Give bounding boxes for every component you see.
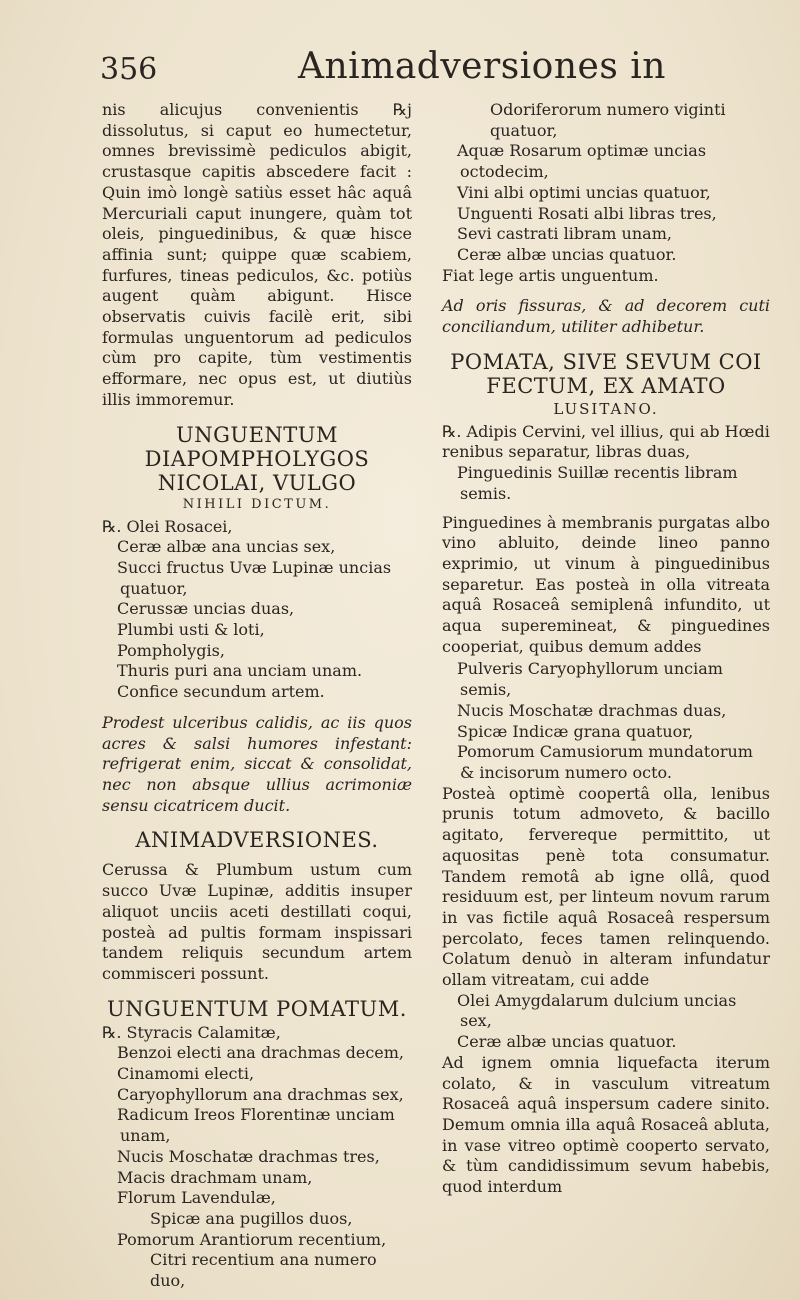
- recipe-line: ℞. Olei Rosacei,: [102, 516, 233, 536]
- recipe-line: Ceræ albæ uncias quatuor.: [457, 244, 677, 264]
- recipe-line: Pomorum Camusiorum mundatorum & incisorum numero octo.: [457, 742, 753, 782]
- recipe-line: Confice secundum artem.: [117, 682, 325, 702]
- section-heading: ANIMADVERSIONES.: [135, 828, 379, 853]
- running-head: Animadversiones in: [298, 46, 666, 87]
- recipe-line: Fiat lege artis unguentum.: [442, 265, 659, 285]
- recipe-line: Succi fructus Uvæ Lupinæ uncias quatuor,: [117, 557, 392, 598]
- recipe-line: Odoriferorum numero viginti quatuor,: [490, 100, 726, 140]
- recipe-line: Florum Lavendulæ,: [117, 1188, 276, 1208]
- recipe-line: Vini albi optimi uncias quatuor,: [457, 182, 711, 202]
- section-heading: POMATA, SIVE SEVUM COI FECTUM, EX AMATO: [450, 349, 762, 398]
- recipe-line: ℞. Styracis Calamitæ,: [102, 1022, 281, 1042]
- page-header: [0, 44, 800, 94]
- recipe-line: Pinguedinis Suillæ recentis libram semis.: [457, 463, 738, 503]
- recipe-line: Olei Amygdalarum dulcium uncias sex,: [457, 990, 737, 1031]
- recipe-line: Thuris puri ana unciam unam.: [117, 661, 363, 681]
- recipe-list: [102, 1023, 412, 1292]
- recipe-list: [442, 659, 770, 783]
- recipe-line: Ceræ albæ uncias quatuor.: [457, 1032, 677, 1052]
- recipe-list: [442, 100, 770, 286]
- paragraph: Cerussa & Plumbum ustum cum succo Uvæ Lupinæ, additis insuper aliquot unciis aceti destillati coqui, posteà ad pultis formam inspissari tandem reliquis secundum artem commisceri possunt.: [102, 860, 412, 983]
- recipe-line: Caryophyllorum ana drachmas sex,: [117, 1084, 404, 1104]
- section-subheading: LUSITANO.: [553, 399, 659, 418]
- recipe-line: Spicæ Indicæ grana quatuor,: [457, 721, 694, 741]
- recipe-line: Plumbi usti & loti,: [117, 620, 265, 640]
- paragraph: Posteà optimè coopertâ olla, lenibus prunis totum admoveto, & bacillo agitato, fervereque permittito, ut aquositas penè tota consumatur. Tandem remotâ ab igne ollâ, quod residuum est, per linteum novum rarum in vas fictile aquâ Rosaceâ respersum percolato, feces tamen relinquendo. Colatum denuò in alteram infundatur ollam vitreatam, cui adde: [442, 783, 770, 990]
- recipe-line: Unguenti Rosati albi libras tres,: [457, 203, 717, 223]
- recipe-line: Macis drachmam unam,: [117, 1167, 313, 1187]
- recipe-line: Radicum Ireos Florentinæ unciam unam,: [117, 1105, 395, 1146]
- recipe-line: Nucis Moschatæ drachmas duas,: [457, 700, 727, 720]
- recipe-list: [102, 517, 412, 703]
- recipe-line: Sevi castrati libram unam,: [457, 224, 672, 244]
- right-column: [442, 100, 770, 1198]
- recipe-line: Ceræ albæ ana uncias sex,: [117, 537, 336, 557]
- recipe-line: Cinamomi electi,: [117, 1064, 255, 1084]
- recipe-line: Citri recentium ana numero duo,: [150, 1250, 377, 1291]
- left-column: [102, 100, 412, 1292]
- italic-paragraph: Ad oris fissuras, & ad decorem cuti conciliandum, utiliter adhibetur.: [442, 296, 770, 337]
- recipe-line: Nucis Moschatæ drachmas tres,: [117, 1146, 380, 1166]
- section-heading: UNGUENTUM DIAPOMPHOLYGOS NICOLAI, VULGO: [144, 422, 370, 495]
- paragraph: nis alicujus convenientis ℞j dissolutus, si caput eo humectetur, omnes brevissimè pediculos abigit, crustasque capitis abscedere facit : Quin imò longè satiùs esset hâc aquâ Mercuriali caput inungere, quàm tot oleis, pinguedinibus, & quæ hisce affinia sunt; quippe quæ scabiem, furfures, tineas pediculos, &c. potiùs augent quàm abigunt. Hisce observatis cuivis facilè erit, sibi formulas unguentorum ad pediculos cùm pro capite, tùm vestimentis efformare, nec opus est, ut diutiùs illis immoremur.: [102, 100, 412, 409]
- recipe-line: Cerussæ uncias duas,: [117, 599, 295, 619]
- page-number: 356: [100, 52, 158, 87]
- recipe-line: Pompholygis,: [117, 640, 225, 660]
- recipe-line: Aquæ Rosarum optimæ uncias octodecim,: [457, 141, 707, 182]
- italic-paragraph: Prodest ulceribus calidis, ac iis quos acres & salsi humores infestant: refrigerat enim, siccat & consolidat, nec non absque ullius acrimoniæ sensu cicatricem ducit.: [102, 712, 412, 815]
- recipe-line: Pomorum Arantiorum recentium,: [117, 1229, 387, 1249]
- paragraph: Ad ignem omnia liquefacta iterum colato, & in vasculum vitreatum Rosaceâ aquâ inspersum cadere sinito. Demum omnia illa aquâ Rosaceâ abluta, in vase vitreo optimè cooperto servato, & tùm candidissimum sevum habebis, quod interdum: [442, 1052, 770, 1197]
- section-heading: UNGUENTUM POMATUM.: [107, 996, 407, 1021]
- recipe-line: ℞. Adipis Cervini, vel illius, qui ab Hœdi renibus separatur, libras duas,: [442, 421, 770, 462]
- recipe-line: Spicæ ana pugillos duos,: [150, 1208, 353, 1228]
- paragraph: Pinguedines à membranis purgatas albo vino abluito, deinde lineo panno exprimio, ut vinum à pinguedinibus separetur. Eas posteà in olla vitreata aquâ Rosaceâ semiplenâ infundito, ut aqua superemineat, & pinguedines cooperiat, quibus demum addes: [442, 512, 770, 656]
- section-subheading: NIHILI DICTUM.: [182, 496, 332, 512]
- recipe-line: Pulveris Caryophyllorum unciam semis,: [457, 659, 723, 700]
- recipe-list: [442, 422, 770, 505]
- recipe-line: Benzoi electi ana drachmas decem,: [117, 1043, 405, 1063]
- recipe-list: [442, 991, 770, 1053]
